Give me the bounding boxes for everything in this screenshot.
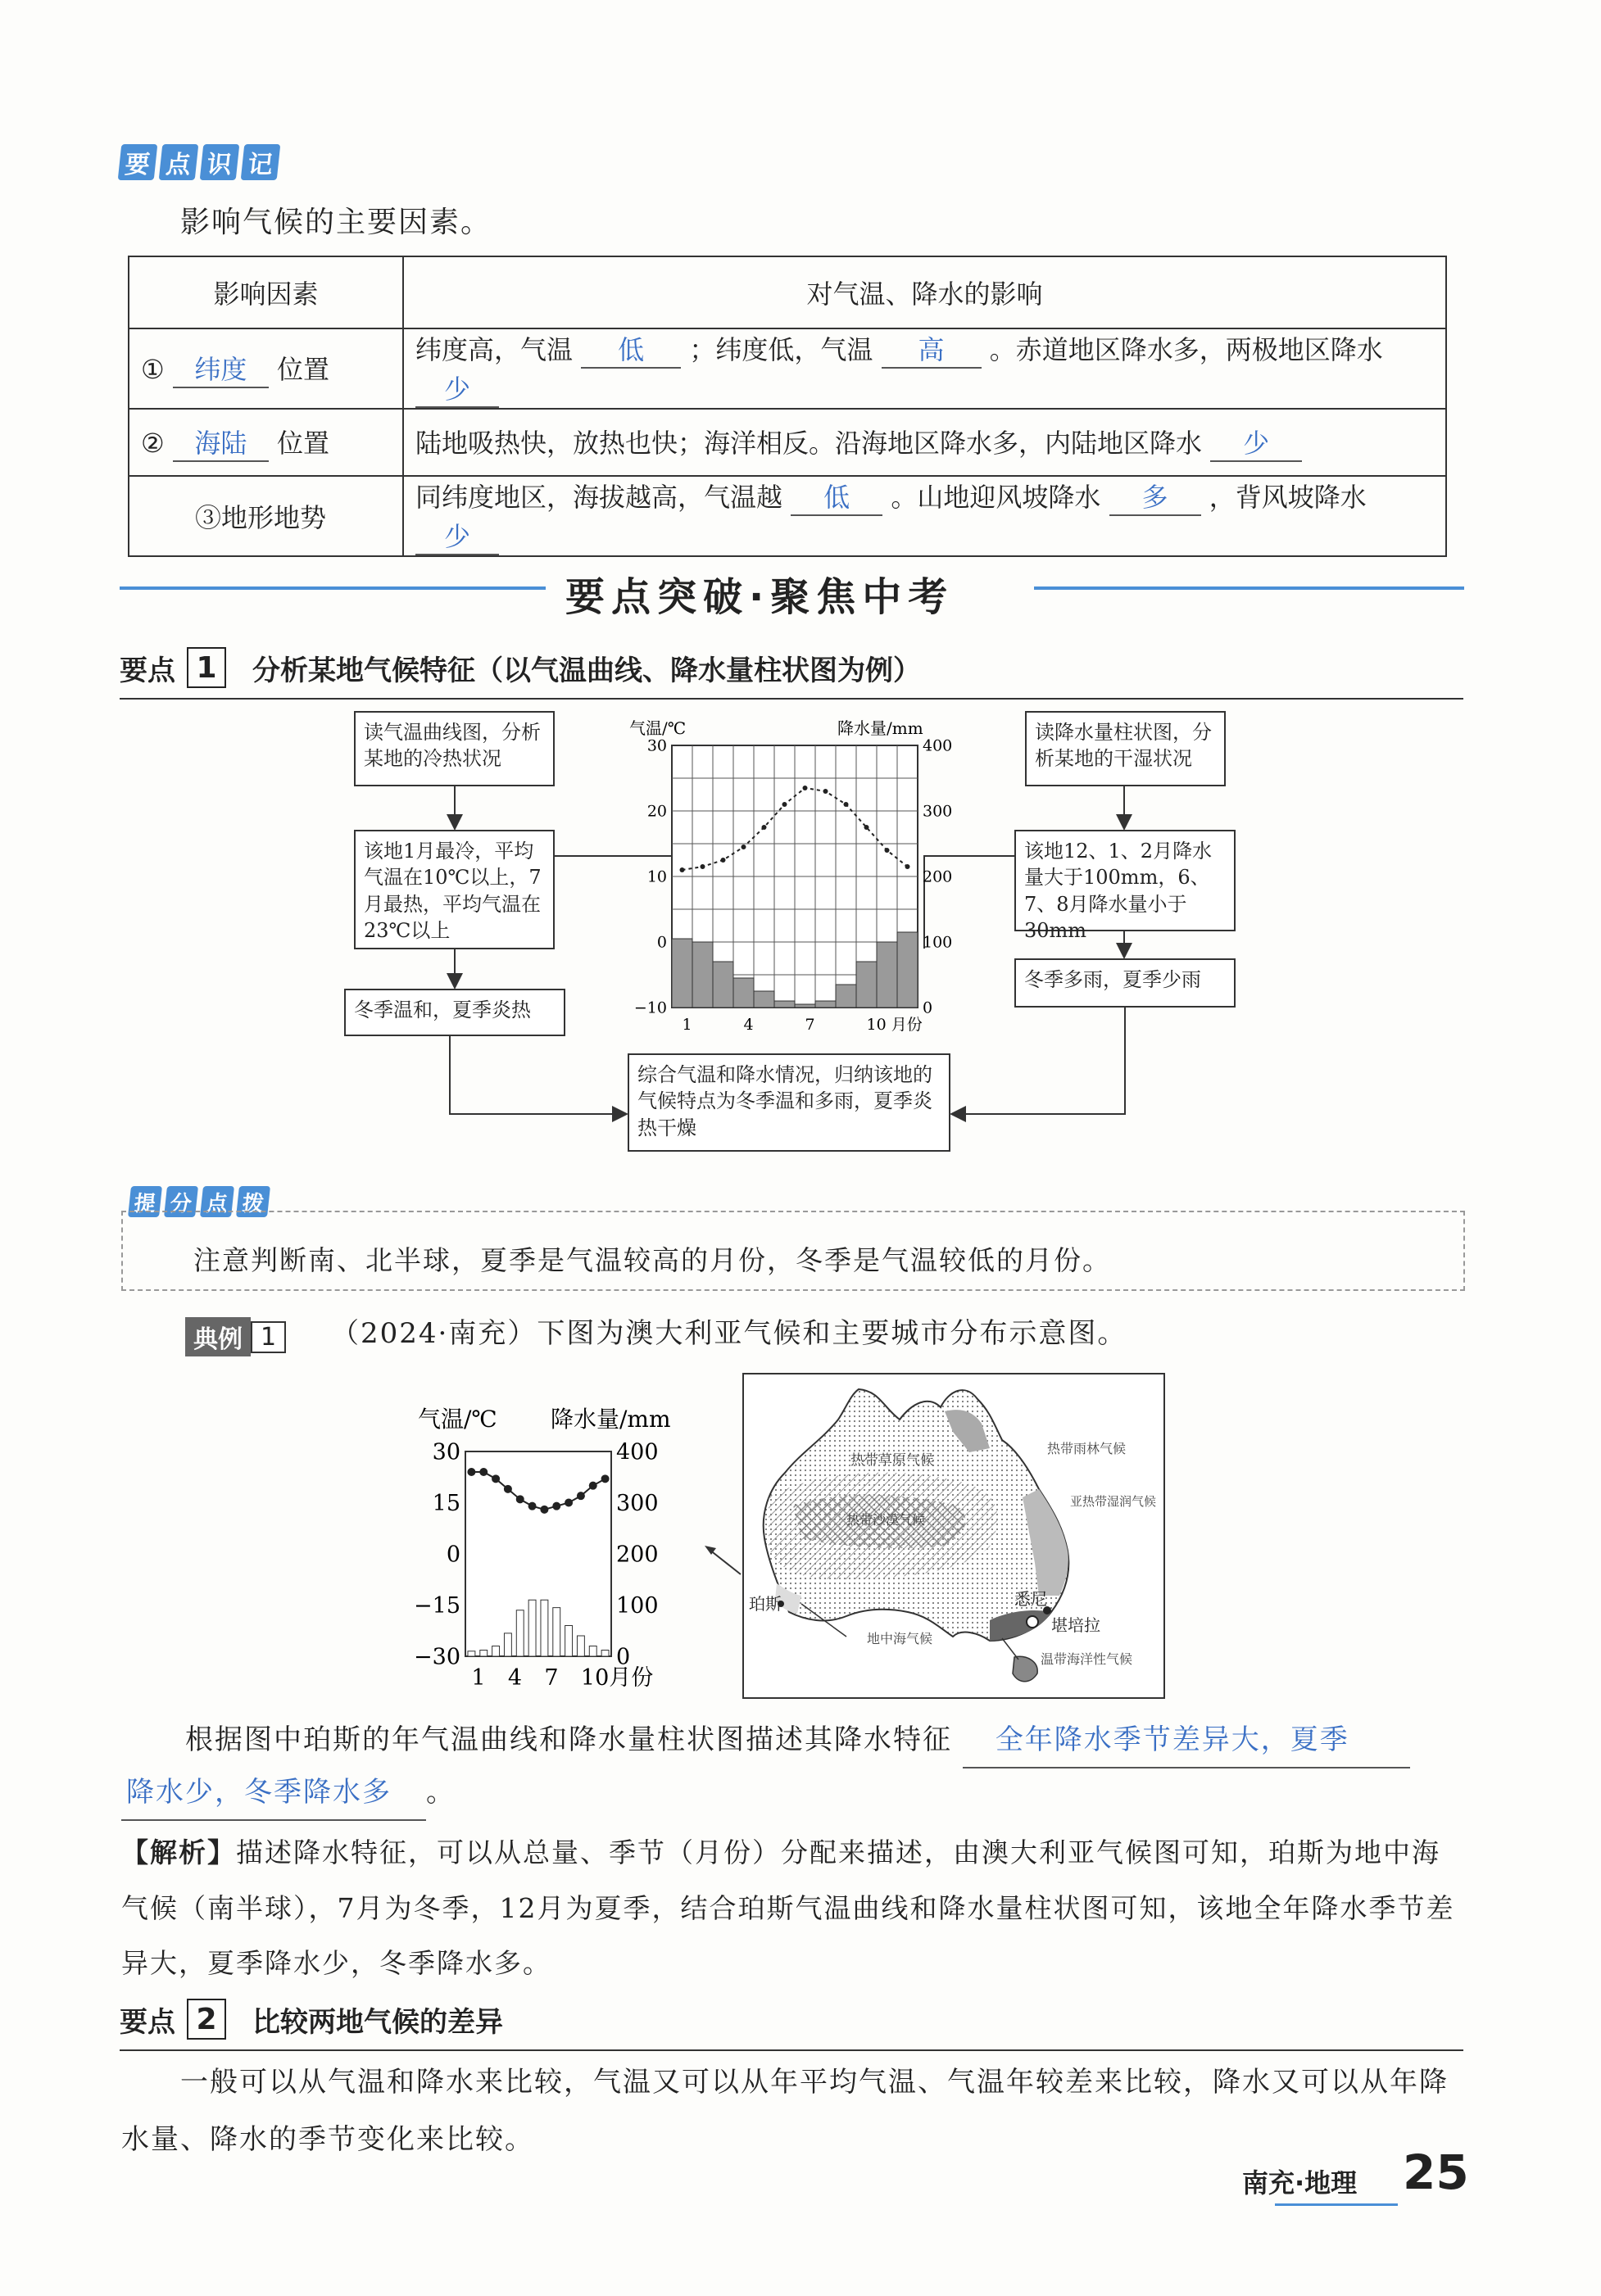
- tasmania: [1013, 1656, 1037, 1681]
- climate-chart-1: [623, 714, 983, 1042]
- label-canberra: 堪培拉: [1051, 1615, 1100, 1635]
- tick-label-x: 4: [743, 1016, 754, 1034]
- fill-blank: 少: [1210, 423, 1302, 462]
- precip-bar: [692, 942, 713, 1008]
- answer-line-2: 降水少，冬季降水多: [121, 1766, 426, 1821]
- label-tropical-savanna: 热带草原气候: [850, 1452, 934, 1469]
- tick-label-right: 100: [923, 933, 953, 952]
- badge-char: 记: [241, 144, 281, 180]
- tick-label-left: 15: [432, 1490, 460, 1516]
- precip-bar: [468, 1651, 475, 1656]
- key-point-2-heading: [120, 1999, 503, 2040]
- precip-bar: [836, 985, 856, 1008]
- badge-char: 提: [128, 1186, 162, 1217]
- precip-bar: [856, 962, 877, 1008]
- effect-text: 陆地吸热快，放热也快；海洋相反。沿海地区降水多，内陆地区降水: [415, 428, 1203, 459]
- precip-bar: [492, 1646, 500, 1657]
- example-label: [185, 1317, 286, 1356]
- precip-bar: [504, 1633, 511, 1656]
- tick-label-x: 1: [471, 1665, 486, 1691]
- badge-char: 要: [118, 144, 158, 180]
- tick-label-right: 400: [923, 736, 953, 755]
- effect-text: 同纬度地区，海拔越高，气温越: [415, 482, 783, 513]
- analysis-text: 描述降水特征，可以从总量、季节（月份）分配来描述，由澳大利亚气候图可知，珀斯为地中海气候（南半球），7月为冬季，12月为夏季，结合珀斯气温曲线和降水量柱状图可知，该地全年降水季节差异大，夏季降水少，冬季降水多。: [121, 1836, 1455, 1980]
- row-number: ②: [141, 428, 165, 459]
- effect-text: ，背风坡降水: [1209, 482, 1367, 513]
- flow-box-temp-analysis: 该地1月最冷，平均气温在10℃以上，7月最热，平均气温在23℃以上: [354, 830, 555, 949]
- chart2-ylabel-right: 降水量/mm: [551, 1406, 671, 1433]
- section-title: 要点突破·聚焦中考: [565, 574, 955, 620]
- answer-line-1: 全年降水季节差异大，夏季: [963, 1714, 1410, 1768]
- factor-suffix: 位置: [277, 354, 330, 385]
- tick-label-left: −10: [633, 999, 667, 1017]
- flow-box-read-precip: 读降水量柱状图，分析某地的干湿状况: [1025, 711, 1226, 786]
- factor-cell: ③地形地势: [129, 476, 403, 556]
- tick-label-right: 100: [616, 1592, 659, 1619]
- badge-char: 点: [159, 144, 199, 180]
- flow-box-precip-conclusion: 冬季多雨，夏季少雨: [1014, 958, 1236, 1008]
- tip-text: 注意判断南、北半球，夏季是气温较高的月份，冬季是气温较低的月份。: [193, 1244, 1111, 1276]
- key-point-title: 比较两地气候的差异: [252, 2005, 503, 2039]
- canberra-marker: [1027, 1616, 1038, 1628]
- tick-label-left: −15: [414, 1592, 460, 1619]
- badge-char: 识: [200, 144, 240, 180]
- fill-blank: 纬度: [173, 349, 269, 388]
- climate-chart-2-perth: [410, 1402, 705, 1705]
- question-text-cont: [121, 1766, 456, 1821]
- tick-label-left: 10: [646, 867, 667, 886]
- key-point-number: 1: [187, 647, 226, 688]
- answer-end: 。: [426, 1776, 456, 1809]
- key-point-2-text: 一般可以从气温和降水来比较，气温又可以从年平均气温、气温年较差来比较，降水又可以从年降水量、降水的季节变化来比较。: [121, 2066, 1449, 2156]
- precip-bar: [577, 1636, 584, 1656]
- intro-text: 影响气候的主要因素。: [180, 206, 492, 239]
- effect-text: 纬度高，气温: [415, 334, 574, 365]
- analysis-label: 【解析】: [121, 1836, 236, 1868]
- effect-text: 。赤道地区降水多，两极地区降水: [989, 334, 1383, 365]
- badge-char: 点: [200, 1186, 234, 1217]
- question-text: [185, 1714, 1410, 1768]
- tick-label-left: 20: [646, 802, 667, 821]
- precip-bar: [516, 1610, 524, 1656]
- fill-blank: 少: [415, 516, 499, 555]
- label-oceanic: 温带海洋性气候: [1041, 1651, 1133, 1667]
- precip-bar: [565, 1626, 573, 1657]
- plot-area: [465, 1451, 611, 1656]
- flow-box-summary: 综合气温和降水情况，归纳该地的气候特点为冬季温和多雨，夏季炎热干燥: [628, 1053, 950, 1152]
- heading-underline: [120, 2049, 1463, 2051]
- tick-label-left: −30: [414, 1644, 460, 1670]
- precip-bar: [589, 1646, 596, 1657]
- tick-label-left: 30: [432, 1439, 460, 1465]
- tick-label-left: 0: [446, 1542, 460, 1568]
- fill-blank: 高: [882, 329, 982, 369]
- tick-label-right: 400: [616, 1439, 659, 1465]
- key-point-label: 要点: [120, 2005, 175, 2039]
- tick-label-right: 200: [923, 867, 953, 886]
- footer-region: 南充·地理: [1242, 2167, 1358, 2199]
- footer-underline: [1275, 2203, 1398, 2206]
- label-perth: 珀斯: [749, 1594, 782, 1614]
- example-tag: 典例: [185, 1317, 251, 1356]
- precip-bar: [601, 1651, 609, 1657]
- example-text: （2024·南充）下图为澳大利亚气候和主要城市分布示意图。: [331, 1317, 1127, 1350]
- fill-blank: 低: [581, 329, 681, 369]
- effect-text: ；纬度低，气温: [689, 334, 873, 365]
- effect-text: 。山地迎风坡降水: [891, 482, 1101, 513]
- precip-bar: [733, 978, 754, 1008]
- tick-label-left: 0: [656, 933, 667, 952]
- tick-label-x: 7: [544, 1665, 559, 1691]
- key-point-label: 要点: [120, 654, 175, 687]
- tick-label-x: 10 月份: [866, 1016, 923, 1034]
- table-header-effect: 对气温、降水的影响: [403, 256, 1446, 328]
- precip-bar: [672, 939, 692, 1008]
- row-number: ①: [141, 354, 165, 385]
- tick-label-x: 1: [682, 1016, 692, 1034]
- label-tropical-rainforest: 热带雨林气候: [1047, 1441, 1127, 1456]
- key-point-number: 2: [187, 1999, 226, 2040]
- precip-bar: [795, 1004, 815, 1008]
- badge-char: 拨: [236, 1186, 270, 1217]
- chart1-ylabel-right: 降水量/mm: [837, 718, 923, 738]
- precip-bar: [877, 942, 897, 1008]
- label-mediterranean: 地中海气候: [867, 1631, 933, 1646]
- tick-label-x: 10月份: [580, 1665, 654, 1691]
- precip-bar: [553, 1608, 560, 1656]
- tick-label-left: 30: [646, 736, 667, 755]
- tick-label-right: 300: [923, 802, 953, 821]
- tick-label-x: 7: [805, 1016, 815, 1034]
- precip-bar: [528, 1600, 536, 1656]
- example-number: 1: [251, 1321, 286, 1353]
- flow-box-precip-analysis: 该地12、1、2月降水量大于100mm，6、7、8月降水量小于30mm: [1014, 830, 1236, 931]
- precip-bar: [754, 991, 774, 1008]
- precip-bar: [480, 1651, 488, 1657]
- page-number: 25: [1403, 2144, 1469, 2200]
- fill-blank: 多: [1109, 477, 1201, 516]
- chart2-ylabel-left: 气温/℃: [418, 1406, 497, 1433]
- factor-suffix: 位置: [277, 428, 330, 459]
- chart1-ylabel-left: 气温/℃: [629, 718, 687, 738]
- tick-label-right: 0: [616, 1644, 631, 1670]
- badge-char: 分: [164, 1186, 198, 1217]
- label-sydney: 悉尼: [1014, 1589, 1047, 1609]
- fill-blank: 低: [791, 477, 882, 516]
- tick-label-right: 300: [616, 1490, 659, 1516]
- fill-blank: 海陆: [173, 423, 269, 462]
- precip-bar: [815, 1001, 836, 1008]
- australia-climate-map: [742, 1373, 1165, 1699]
- precip-bar: [713, 962, 733, 1008]
- tick-label-x: 4: [507, 1665, 523, 1691]
- table-header-factor: 影响因素: [129, 256, 403, 328]
- tick-label-right: 200: [616, 1542, 659, 1568]
- flow-box-read-temp: 读气温曲线图，分析某地的冷热状况: [354, 711, 555, 786]
- precip-bar: [541, 1600, 548, 1656]
- precip-bar: [774, 1001, 795, 1008]
- key-point-title: 分析某地气候特征（以气温曲线、降水量柱状图为例）: [252, 654, 921, 687]
- label-desert: 热带沙漠气候: [846, 1512, 926, 1528]
- fill-blank: 少: [415, 369, 499, 408]
- flow-box-temp-conclusion: 冬季温和，夏季炎热: [344, 989, 565, 1036]
- tick-label-right: 0: [923, 999, 933, 1017]
- analysis-paragraph: [121, 1825, 1465, 1991]
- question-prompt: 根据图中珀斯的年气温曲线和降水量柱状图描述其降水特征: [185, 1723, 952, 1756]
- precip-bar: [897, 932, 918, 1008]
- label-subtropical-humid: 亚热带湿润气候: [1070, 1494, 1157, 1509]
